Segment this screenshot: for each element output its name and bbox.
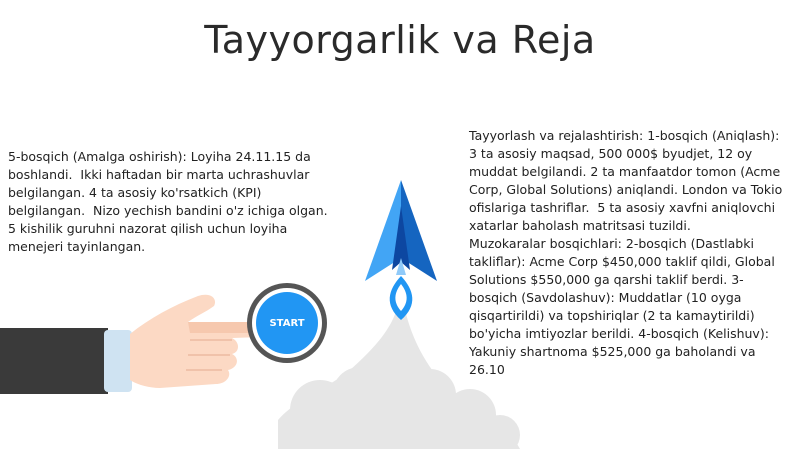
left-text-block: 5-bosqich (Amalga oshirish): Loyiha 24.11.15 da boshlandi. Ikki haftadan bir marta uchrashuvlar belgilangan. 4 ta asosiy ko'rsatkich (KPI) belgilangan. Nizo yechish bandini o'z ichiga olgan. 5 kishilik guruhni nazorat qilish uchun loyiha menejeri tayinlangan. — [8, 149, 336, 254]
start-button-label: START — [269, 317, 305, 329]
right-text-paragraph-1: Tayyorlash va rejalashtirish: 1-bosqich (Aniqlash): 3 ta asosiy maqsad, 500 000$ byudjet, 12 oy muddat belgilandi. 2 ta manfaatdor tomon (Acme Corp, Global Solutions) aniqlandi. London va Tokio ofislariga tashriflar. 5 ta asosiy xavfni aniqlovchi xatarlar baholash matritsasi tuzildi. — [469, 128, 787, 233]
paper-rocket-icon — [365, 180, 437, 281]
hand-icon — [130, 295, 271, 388]
arm-sleeve-icon — [0, 328, 132, 394]
right-text-block — [469, 127, 791, 379]
rocket-flame-icon — [390, 276, 413, 320]
slide-title: Tayyorgarlik va Reja — [204, 18, 596, 62]
start-button[interactable] — [256, 292, 318, 354]
right-text-paragraph-2: Muzokaralar bosqichlari: 2-bosqich (Dastlabki takliflar): Acme Corp $450,000 taklif qildi, Global Solutions $550,000 ga qarshi taklif berdi. 3-bosqich (Savdolashuv): Muddatlar (10 oyga qisqartirildi) va topshiriqlar (2 ta kamaytirildi) bo'yicha imtiyozlar berildi. 4-bosqich (Kelishuv): Yakuniy shartnoma $525,000 ga baholandi va 26.10 — [469, 236, 779, 377]
